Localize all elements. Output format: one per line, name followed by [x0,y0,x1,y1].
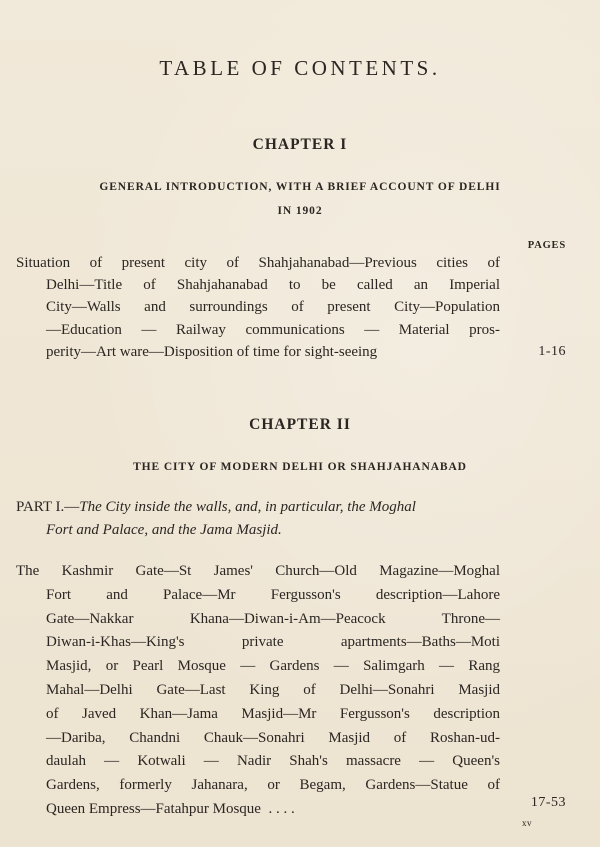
chapter-2-line: Fort and Palace—Mr Fergusson's description—Lahore [46,586,500,603]
chapter-2-line: The Kashmir Gate—St James' Church—Old Magazine—Moghal [16,563,500,579]
leader-dots: . . . . [268,800,295,817]
chapter-2-subtitle: THE CITY OF MODERN DELHI OR SHAHJAHANABAD [133,461,467,473]
pages-column-label: PAGES [527,240,566,251]
chapter-1-line: City—Walls and surroundings of present City—Population [46,299,500,316]
chapter-2-line: Queen Empress—Fatahpur Mosque [46,800,261,817]
chapter-2-line: of Javed Khan—Jama Masjid—Mr Fergusson's description [46,705,500,722]
page-title: TABLE OF CONTENTS. [159,56,441,80]
chapter-2-part-1 [16,496,516,542]
chapter-2-line: —Dariba, Chandni Chauk—Sonahri Masjid of Roshan-ud- [46,729,500,746]
chapter-1-line: —Education — Railway communications — Material pros- [46,321,500,338]
chapter-2-line: Gardens, formerly Jahanara, or Begam, Gardens—Statue of [46,777,500,794]
chapter-1-line: Situation of present city of Shahjahanabad—Previous cities of [16,255,500,271]
chapter-2-line: Diwan-i-Khas—King's private apartments—Baths—Moti [46,634,500,651]
chapter-2-line: Masjid, or Pearl Mosque — Gardens — Salimgarh — Rang [46,658,500,675]
part-1-label: PART I.— [16,499,80,515]
part-1-line-1 [16,496,516,519]
chapter-2-page-range: 17-53 [530,795,566,810]
chapter-1-line: perity—Art ware—Disposition of time for sight-seeing [46,343,378,360]
chapter-1-page-range: 1-16 [538,344,566,359]
part-1-title-line-1: The City inside the walls, and, in particular, the Moghal [79,499,416,515]
chapter-1-line: Delhi—Title of Shahjahanabad to be called an Imperial [46,277,500,294]
chapter-2-last-line [16,798,500,822]
chapter-2-line: Mahal—Delhi Gate—Last King of Delhi—Sonahri Masjid [46,681,500,698]
chapter-2-line: daulah — Kotwali — Nadir Shah's massacre — Queen's [46,753,500,770]
chapter-2-heading: CHAPTER II [249,416,351,433]
chapter-2-contents [16,560,500,822]
chapter-1-subtitle-line-1: GENERAL INTRODUCTION, WITH A BRIEF ACCOUNT OF DELHI [99,181,501,193]
chapter-1-heading: CHAPTER I [252,136,348,153]
page-folio: xv [522,818,532,828]
chapter-1-subtitle-line-2: IN 1902 [277,205,323,217]
chapter-2-line: Gate—Nakkar Khana—Diwan-i-Am—Peacock Throne— [46,610,500,627]
part-1-title-line-2: Fort and Palace, and the Jama Masjid. [46,522,282,538]
chapter-1-contents [16,252,500,363]
